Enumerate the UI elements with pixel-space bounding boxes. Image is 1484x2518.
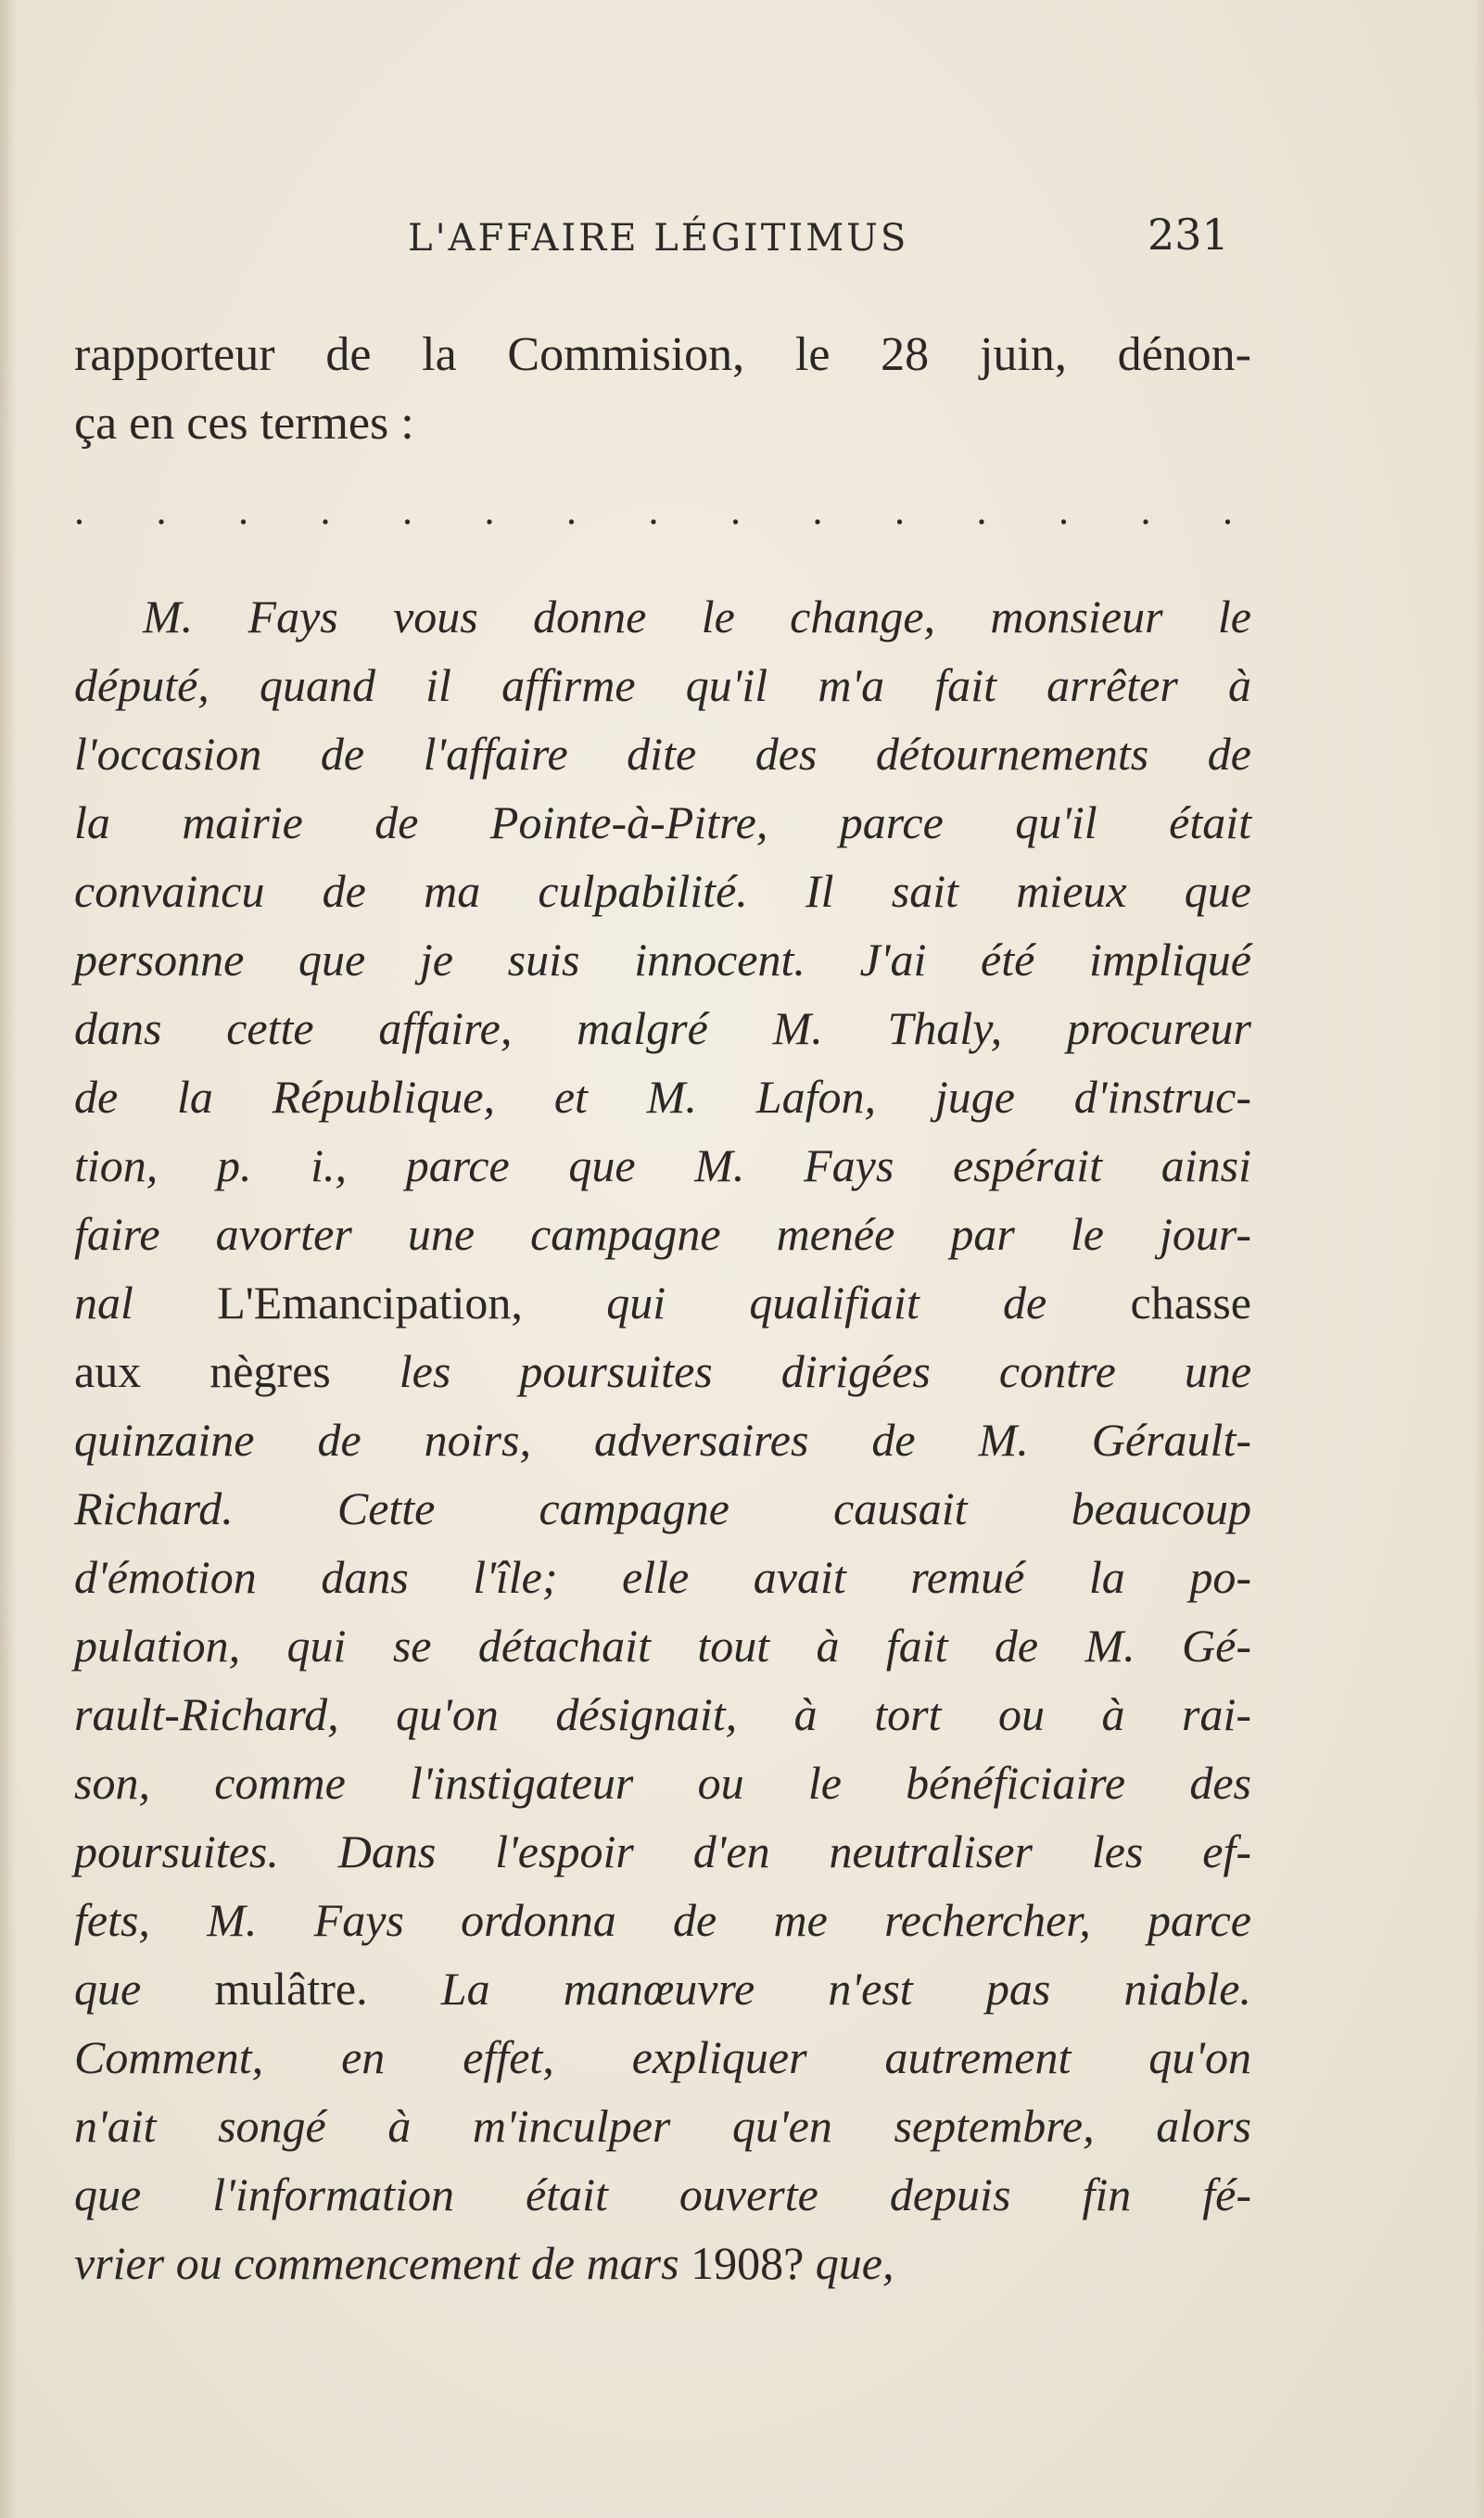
ellipsis-dot: . xyxy=(156,488,167,533)
quote-line: Comment, en effet, expliquer autrement qu'on xyxy=(74,2031,1251,2083)
quote-segment: chasse xyxy=(1130,1277,1251,1329)
ellipsis-dot: . xyxy=(1059,488,1069,533)
ellipsis-dot: . xyxy=(730,488,741,533)
quote-line: l'occasion de l'affaire dite des détournements de xyxy=(74,728,1251,780)
quote-line xyxy=(74,2229,1251,2297)
quote-line xyxy=(74,1268,1251,1337)
quote-line: n'ait songé à m'inculper qu'en septembre, alors xyxy=(74,2100,1251,2152)
ellipsis-dot: . xyxy=(1223,488,1233,533)
ellipsis-dot: . xyxy=(402,488,412,533)
ellipsis-dot: . xyxy=(74,488,84,533)
quote-line: M. Fays vous donne le change, monsieur le xyxy=(143,591,1251,642)
quote-line: faire avorter une campagne menée par le jour- xyxy=(74,1208,1251,1260)
quote-line: personne que je suis innocent. J'ai été impliqué xyxy=(74,934,1251,986)
quote-line: la mairie de Pointe-à-Pitre, parce qu'il était xyxy=(74,796,1251,848)
quote-line: tion, p. i., parce que M. Fays espérait ainsi xyxy=(74,1139,1251,1191)
quote-line xyxy=(74,1954,1251,2023)
quote-segment: aux nègres xyxy=(74,1345,400,1397)
running-title: L'AFFAIRE LÉGITIMUS xyxy=(408,217,909,260)
intro-line: rapporteur de la Commision, le 28 juin, dénon- xyxy=(74,328,1251,381)
quote-line: pulation, qui se détachait tout à fait de M. Gé- xyxy=(74,1620,1251,1672)
ellipsis-dot: . xyxy=(238,488,248,533)
quote-segment: nal xyxy=(74,1277,218,1329)
quote-line: de la République, et M. Lafon, juge d'instruc- xyxy=(74,1071,1251,1123)
quote-segment: mulâtre. xyxy=(214,1963,441,2015)
ellipsis-dot: . xyxy=(484,488,495,533)
quote-segment: 1908? xyxy=(691,2237,816,2289)
ellipsis-row xyxy=(74,487,1233,533)
quoted-passage xyxy=(74,582,1251,2297)
quote-segment: vrier ou commencement de mars xyxy=(74,2237,691,2289)
ellipsis-dot: . xyxy=(812,488,823,533)
ellipsis-dot: . xyxy=(976,488,987,533)
quote-line: poursuites. Dans l'espoir d'en neutraliser les ef- xyxy=(74,1825,1251,1877)
quote-segment: qui qualifiait de xyxy=(606,1277,1131,1329)
quote-line: quinzaine de noirs, adversaires de M. Gérault- xyxy=(74,1414,1251,1466)
quote-line: convaincu de ma culpabilité. Il sait mieux que xyxy=(74,865,1251,917)
quote-segment: que, xyxy=(815,2237,894,2289)
page-header xyxy=(0,206,1484,271)
quote-segment: que xyxy=(74,1963,215,2015)
quote-line: dans cette affaire, malgré M. Thaly, procureur xyxy=(74,1002,1251,1054)
quote-line: rault-Richard, qu'on désignait, à tort ou à rai- xyxy=(74,1688,1251,1740)
ellipsis-dot: . xyxy=(894,488,905,533)
quote-line: député, quand il affirme qu'il m'a fait arrêter à xyxy=(74,659,1251,711)
quote-line: que l'information était ouverte depuis fin fé- xyxy=(74,2168,1251,2220)
quote-line: Richard. Cette campagne causait beaucoup xyxy=(74,1482,1251,1534)
ellipsis-dot: . xyxy=(648,488,659,533)
quote-segment: L'Emancipation, xyxy=(217,1277,607,1329)
quote-segment: La manœuvre n'est pas niable. xyxy=(440,1963,1251,2015)
ellipsis-dot: . xyxy=(1140,488,1151,533)
ellipsis-dot: . xyxy=(320,488,331,533)
quote-line: fets, M. Fays ordonna de me rechercher, parce xyxy=(74,1894,1251,1946)
quote-line: son, comme l'instigateur ou le bénéficiaire des xyxy=(74,1757,1251,1809)
intro-paragraph xyxy=(74,321,1251,458)
quote-segment: les poursuites dirigées contre une xyxy=(399,1345,1252,1397)
page-number: 231 xyxy=(1148,210,1229,260)
quote-line xyxy=(74,1337,1251,1405)
intro-line: ça en ces termes : xyxy=(74,397,414,450)
ellipsis-dot: . xyxy=(566,488,577,533)
quote-line: d'émotion dans l'île; elle avait remué la po- xyxy=(74,1551,1251,1603)
